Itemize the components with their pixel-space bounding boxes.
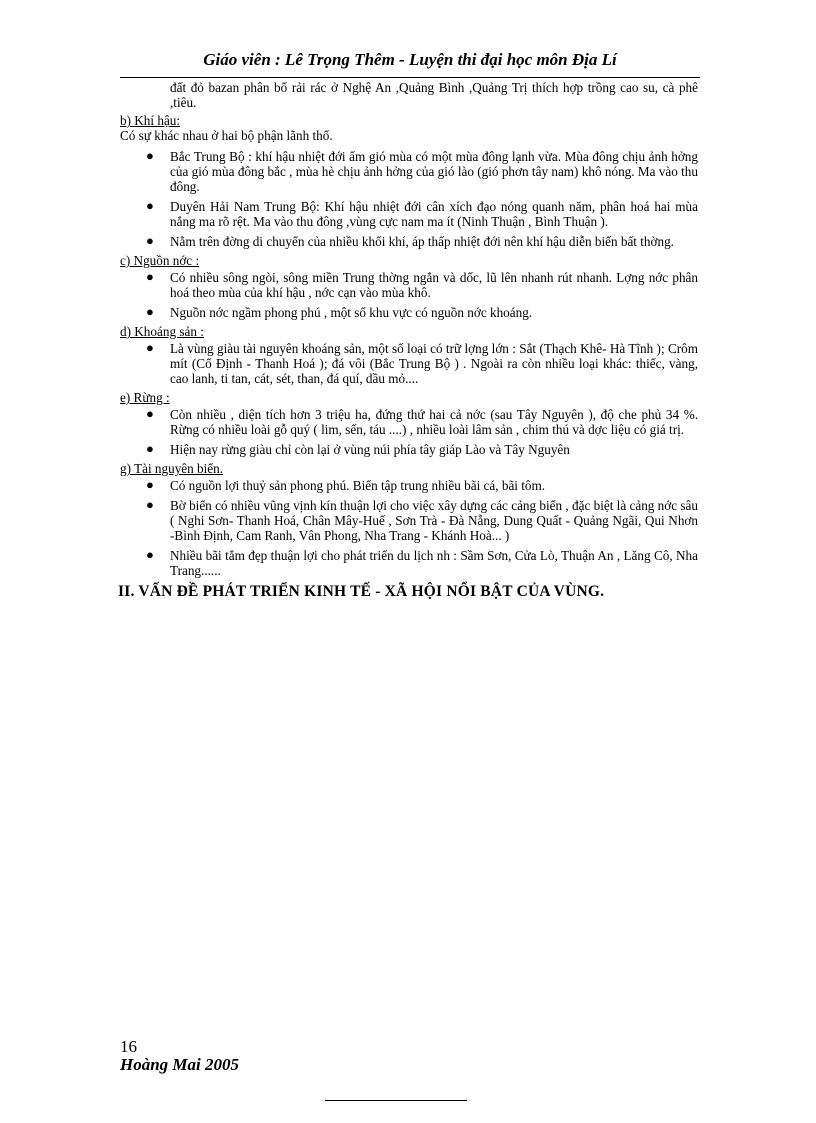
section-heading-khi-hau: b) Khí hậu: [120,113,181,128]
page-content [120,80,698,599]
list-item: ● Có nguồn lợi thuỷ sản phong phú. Biển tập trung nhiều bãi cá, bãi tôm. [146,477,546,493]
bullet-icon: ● [146,148,154,163]
bullet-icon: ● [146,497,154,512]
section-intro-khi-hau: Có sự khác nhau ở hai bộ phận lãnh thổ. [120,128,333,143]
bullet-icon: ● [146,304,154,319]
list-item: ● Duyên Hải Nam Trung Bộ: Khí hậu nhiệt đới cân xích đạo nóng quanh năm, phân hoá hai mùa nắng ma rõ rệt. Ma vào thu đông ,vùng cực nam ma ít (Ninh Thuận , Bình Thuận ). [146,198,698,229]
bullet-icon: ● [146,233,154,248]
list-item: ● Nằm trên đờng di chuyển của nhiều khối khí, áp thấp nhiệt đới nên khí hậu diễn biến bất thờng. [146,233,674,249]
bullet-icon: ● [146,477,154,492]
bullet-list-khoang-san [120,341,698,386]
bullet-icon: ● [146,406,154,421]
bullet-list-tai-nguyen-bien [120,478,698,578]
bullet-icon: ● [146,198,154,213]
list-item: ● Còn nhiều , diện tích hơn 3 triệu ha, đứng thứ hai cả nớc (sau Tây Nguyên ), độ che phủ 34 %. Rừng có nhiều loài gỗ quý ( lim, sến, táu ....) , nhiều loài lâm sản , chim thú và dợc liệu có giá trị. [146,406,698,437]
intro-continuation: đất đỏ bazan phân bố rải rác ở Nghệ An ,Quảng Bình ,Quảng Trị thích hợp trồng cao su, cà phê ,tiêu. [170,80,698,110]
list-item: ● Nguồn nớc ngầm phong phú , một số khu vực có nguồn nớc khoáng. [146,304,533,320]
bullet-icon: ● [146,340,154,355]
section-heading-rung: e) Rừng : [120,390,170,405]
bullet-list-khi-hau [120,149,698,249]
bullet-icon: ● [146,441,154,456]
list-item: ● Có nhiều sông ngòi, sông miền Trung thờng ngắn và dốc, lũ lên nhanh rút nhanh. Lợng nớc phân hoá theo mùa của khí hậu , nớc cạn vào mùa khô. [146,269,698,300]
list-item: ● Bắc Trung Bộ : khí hậu nhiệt đới ẩm gió mùa có một mùa đông lạnh vừa. Mùa đông chịu ảnh hởng của gió mùa đông bắc , mùa hè chịu ảnh hởng của gió lào (gió phơn tây nam) khô nóng. Ma vào thu đông. [146,148,698,194]
bullet-list-nguon-nuoc [120,270,698,320]
section-heading-khoang-san: d) Khoáng sản : [120,324,204,339]
bullet-icon: ● [146,269,154,284]
section-heading-nguon-nuoc: c) Nguồn nớc : [120,253,200,268]
bullet-list-rung [120,407,698,457]
section-heading-tai-nguyen-bien: g) Tài nguyên biển. [120,461,224,476]
list-item: ● Nhiều bãi tắm đẹp thuận lợi cho phát triển du lịch nh : Sầm Sơn, Cửa Lò, Thuận An , Lăng Cô, Nha Trang...... [146,547,698,578]
bullet-icon: ● [146,547,154,562]
footer-date: Hoàng Mai 2005 [120,1055,240,1074]
list-item: ● Hiện nay rừng giàu chỉ còn lại ở vùng núi phía tây giáp Lào và Tây Nguyên [146,441,570,457]
page-header: Giáo viên : Lê Trọng Thêm - Luyện thi đại học môn Địa Lí [203,50,617,69]
list-item: ● Bờ biển có nhiều vũng vịnh kín thuận lợi cho việc xây dựng các cảng biển , đặc biệt là cảng nớc sâu ( Nghi Sơn- Thanh Hoá, Chân Mây-Huế , Sơn Trà - Đà Nẵng, Dung Quất - Quảng Ngãi, Qui Nhơn -Bình Định, Cam Ranh, Vân Phong, Nha Trang - Khánh Hoà... ) [146,497,698,543]
page-number: 16 [120,1037,137,1056]
header-divider [120,77,700,78]
section-title-ii: II. VẤN ĐỀ PHÁT TRIỂN KINH TẾ - XÃ HỘI NỔI BẬT CỦA VÙNG. [118,583,605,600]
list-item: ● Là vùng giàu tài nguyên khoáng sản, một số loại có trữ lợng lớn : Sắt (Thạch Khê- Hà Tĩnh ); Crôm mít (Cổ Định - Thanh Hoá ); đá vôi (Bắc Trung Bộ ) . Ngoài ra còn nhiều loại khác: thiếc, vàng, cao lanh, ti tan, cát, sét, than, đá quí, dầu mỏ.... [146,340,698,386]
footer-divider [325,1100,467,1101]
